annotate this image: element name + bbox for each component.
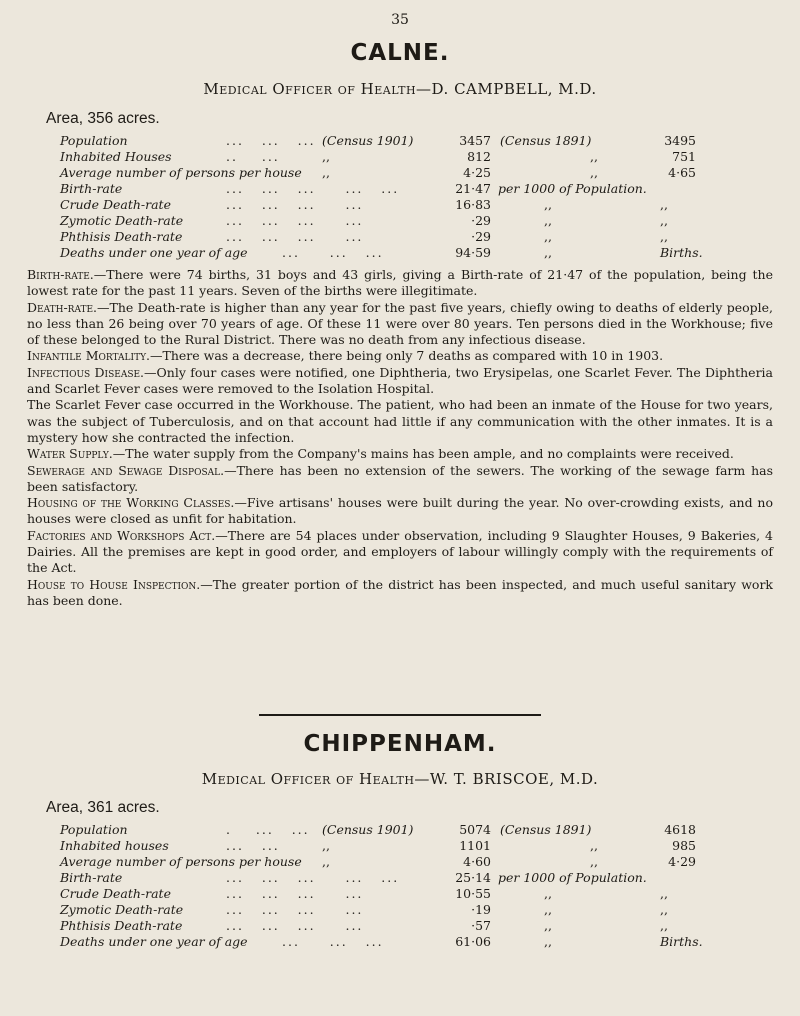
- rate-value: 94·59: [455, 245, 491, 260]
- stat-row-houses: [60, 149, 760, 165]
- stat-row-population: [60, 822, 760, 838]
- paragraph-housing: [27, 495, 773, 528]
- value-1901: 3457: [459, 133, 491, 148]
- stat-label: Population: [60, 822, 128, 837]
- census-1901-label: (Census 1901): [322, 822, 414, 837]
- ditto-mark: ,,: [590, 854, 598, 869]
- ditto-mark: ,,: [544, 886, 552, 901]
- paragraph-scarlet-fever: [27, 397, 773, 446]
- chippenham-officer-line: [0, 770, 800, 788]
- per-1000-label: per 1000 of Population.: [498, 181, 647, 196]
- ditto-mark: ,,: [544, 197, 552, 212]
- per-1000-label: per 1000 of Population.: [498, 870, 647, 885]
- stat-row-birth-rate: [60, 870, 760, 886]
- ditto-mark: ,,: [660, 197, 668, 212]
- paragraph-body: —There are 54 places under observation, including 9 Slaughter Houses, 9 Bakeries, 4 Dairies. All the premises are kept in good order, and employers of labour willingly comply with the requirements of the Act.: [27, 527, 774, 576]
- ditto-mark: ,,: [544, 918, 552, 933]
- ditto-mark: ,,: [660, 886, 668, 901]
- stat-row-zymotic: [60, 213, 760, 229]
- value-1901: 1101: [459, 838, 491, 853]
- ditto-mark: ,,: [590, 149, 598, 164]
- chippenham-stats: [60, 822, 760, 950]
- paragraph-water-supply: [27, 446, 773, 462]
- leader-dots: ... ... ... ...: [226, 918, 364, 933]
- leader-dots: ... ... ...: [282, 934, 384, 949]
- leader-dots: ... ... ... ...: [226, 213, 364, 228]
- stat-label: Zymotic Death-rate: [60, 213, 184, 228]
- stat-label: Zymotic Death-rate: [60, 902, 184, 917]
- stat-row-average: [60, 165, 760, 181]
- paragraph-heading: Factories and Workshops Act.: [27, 527, 216, 543]
- officer-label: Medical Officer of Health: [201, 770, 415, 788]
- leader-dots: . ... ...: [226, 822, 310, 837]
- stat-row-population: [60, 133, 760, 149]
- rate-value: ·29: [471, 229, 491, 244]
- leader-dots: ... ...: [226, 838, 280, 853]
- paragraph-infectious-disease: [27, 365, 773, 398]
- stat-label: Birth-rate: [60, 870, 123, 885]
- paragraph-body: The Scarlet Fever case occurred in the Workhouse. The patient, who had been an inmate of the House for two years, was the subject of Tuberculosis, and on that account had little if any communication with the other inmates. It is a mystery how she contracted the infection.: [27, 397, 773, 445]
- value-1891: 4·29: [668, 854, 696, 869]
- ditto-mark: ,,: [544, 902, 552, 917]
- paragraph-house-inspection: [27, 577, 773, 610]
- paragraph-heading: Infectious Disease.: [27, 364, 145, 380]
- officer-label: Medical Officer of Health: [203, 80, 417, 98]
- paragraph-body: —The greater portion of the district has been inspected, and much useful sanitary work has been done.: [27, 576, 773, 608]
- paragraph-body: —The water supply from the Company's mains has been ample, and no complaints were received.: [112, 446, 734, 462]
- ditto-mark: ,,: [660, 902, 668, 917]
- value-1891: 985: [672, 838, 696, 853]
- leader-dots: ... ... ... ...: [226, 902, 364, 917]
- ditto-mark: ,,: [322, 838, 330, 853]
- ditto-mark: ,,: [660, 229, 668, 244]
- stat-label: Deaths under one year of age: [60, 934, 248, 949]
- stat-label: Deaths under one year of age: [60, 245, 248, 260]
- officer-name: —W. T. BRISCOE, M.D.: [414, 770, 599, 788]
- paragraph-body: —There has been no extension of the sewers. The working of the sewage farm has been satisfactory.: [27, 462, 773, 494]
- value-1891: 4·65: [668, 165, 696, 180]
- ditto-mark: ,,: [544, 213, 552, 228]
- value-1901: 4·60: [463, 854, 491, 869]
- paragraph-heading: Water Supply.: [27, 446, 113, 462]
- stat-row-houses: [60, 838, 760, 854]
- paragraph-heading: Sewerage and Sewage Disposal.: [27, 462, 225, 478]
- calne-stats: [60, 133, 760, 261]
- rate-value: 16·83: [455, 197, 491, 212]
- ditto-mark: ,,: [544, 229, 552, 244]
- stat-row-crude-death: [60, 197, 760, 213]
- stat-label: Inhabited Houses: [60, 149, 172, 164]
- paragraph-birth-rate: [27, 267, 773, 300]
- stat-label: Average number of persons per house: [60, 165, 302, 180]
- rate-value: ·57: [471, 918, 491, 933]
- ditto-mark: ,,: [322, 854, 330, 869]
- births-label: Births.: [660, 245, 703, 260]
- value-1901: 4·25: [463, 165, 491, 180]
- paragraph-body: —There was a decrease, there being only 7 deaths as compared with 10 in 1903.: [149, 348, 664, 364]
- stat-row-phthisis: [60, 918, 760, 934]
- ditto-mark: ,,: [544, 934, 552, 949]
- leader-dots: .. ...: [226, 149, 280, 164]
- stat-label: Phthisis Death-rate: [60, 918, 183, 933]
- value-1891: 751: [672, 149, 696, 164]
- leader-dots: ... ... ... ...: [226, 197, 364, 212]
- rate-value: 21·47: [455, 181, 491, 196]
- rate-value: 25·14: [455, 870, 491, 885]
- value-1891: 3495: [664, 133, 696, 148]
- rate-value: ·19: [471, 902, 491, 917]
- paragraph-body: —Only four cases were notified, one Diphtheria, two Erysipelas, one Scarlet Fever. The Diphtheria and Scarlet Fever cases were removed to the Isolation Hospital.: [27, 364, 773, 397]
- census-1891-label: (Census 1891): [500, 822, 592, 837]
- ditto-mark: ,,: [322, 149, 330, 164]
- stat-row-birth-rate: [60, 181, 760, 197]
- paragraph-sewerage: [27, 463, 773, 496]
- value-1901: 812: [467, 149, 491, 164]
- leader-dots: ... ... ... ...: [226, 886, 364, 901]
- rate-value: 10·55: [455, 886, 491, 901]
- paragraph-death-rate: [27, 300, 773, 349]
- stat-label: Phthisis Death-rate: [60, 229, 183, 244]
- ditto-mark: ,,: [322, 165, 330, 180]
- paragraph-heading: Housing of the Working Classes.: [27, 495, 235, 511]
- census-1891-label: (Census 1891): [500, 133, 592, 148]
- paragraph-factories: [27, 528, 773, 577]
- paragraph-heading: House to House Inspection.: [27, 576, 201, 592]
- paragraph-infantile-mortality: [27, 348, 773, 364]
- paragraph-body: —The Death-rate is higher than any year for the past five years, chiefly owing to deaths of elderly people, no less than 26 being over 70 years of age. Of these 11 were over 80 years. Ten persons died in the Workhouse; five of these belonged to the Rural District. There was no death from any infectious disease.: [27, 299, 773, 348]
- paragraph-heading: Birth-rate.: [27, 267, 94, 282]
- stat-label: Average number of persons per house: [60, 854, 302, 869]
- stat-row-infant-deaths: [60, 245, 760, 261]
- stat-label: Inhabited houses: [60, 838, 169, 853]
- leader-dots: ... ... ... ... ...: [226, 870, 400, 885]
- value-1891: 4618: [664, 822, 696, 837]
- stat-label: Birth-rate: [60, 181, 123, 196]
- leader-dots: ... ... ... ...: [226, 229, 364, 244]
- rate-value: 61·06: [455, 934, 491, 949]
- paragraph-heading: Death-rate.: [27, 299, 98, 315]
- chippenham-area: Area, 361 acres.: [46, 799, 160, 816]
- stat-row-phthisis: [60, 229, 760, 245]
- leader-dots: ... ... ...: [226, 133, 316, 148]
- stat-row-average: [60, 854, 760, 870]
- births-label: Births.: [660, 934, 703, 949]
- stat-row-zymotic: [60, 902, 760, 918]
- stat-label: Population: [60, 133, 128, 148]
- page-number: 35: [391, 12, 409, 28]
- stat-row-crude-death: [60, 886, 760, 902]
- section-divider: [259, 714, 541, 716]
- officer-name: —D. CAMPBELL, M.D.: [416, 80, 597, 98]
- calne-area: Area, 356 acres.: [46, 110, 160, 127]
- stat-label: Crude Death-rate: [60, 197, 171, 212]
- calne-officer-line: [0, 80, 800, 98]
- ditto-mark: ,,: [590, 165, 598, 180]
- ditto-mark: ,,: [660, 213, 668, 228]
- paragraph-body: —Five artisans' houses were built during the year. No over-crowding exists, and no houses were closed as unfit for habitation.: [27, 495, 773, 527]
- calne-title: CALNE.: [350, 40, 450, 66]
- value-1901: 5074: [459, 822, 491, 837]
- leader-dots: ... ... ...: [282, 245, 384, 260]
- calne-report-text: [27, 267, 773, 609]
- ditto-mark: ,,: [660, 918, 668, 933]
- paragraph-heading: Infantile Mortality.: [27, 348, 150, 364]
- chippenham-title: CHIPPENHAM.: [303, 731, 497, 757]
- ditto-mark: ,,: [590, 838, 598, 853]
- stat-label: Crude Death-rate: [60, 886, 171, 901]
- leader-dots: ... ... ... ... ...: [226, 181, 400, 196]
- rate-value: ·29: [471, 213, 491, 228]
- stat-row-infant-deaths: [60, 934, 760, 950]
- census-1901-label: (Census 1901): [322, 133, 414, 148]
- paragraph-body: —There were 74 births, 31 boys and 43 girls, giving a Birth-rate of 21·47 of the population, being the lowest rate for the past 11 years. Seven of the births were illegitimate.: [27, 267, 773, 299]
- ditto-mark: ,,: [544, 245, 552, 260]
